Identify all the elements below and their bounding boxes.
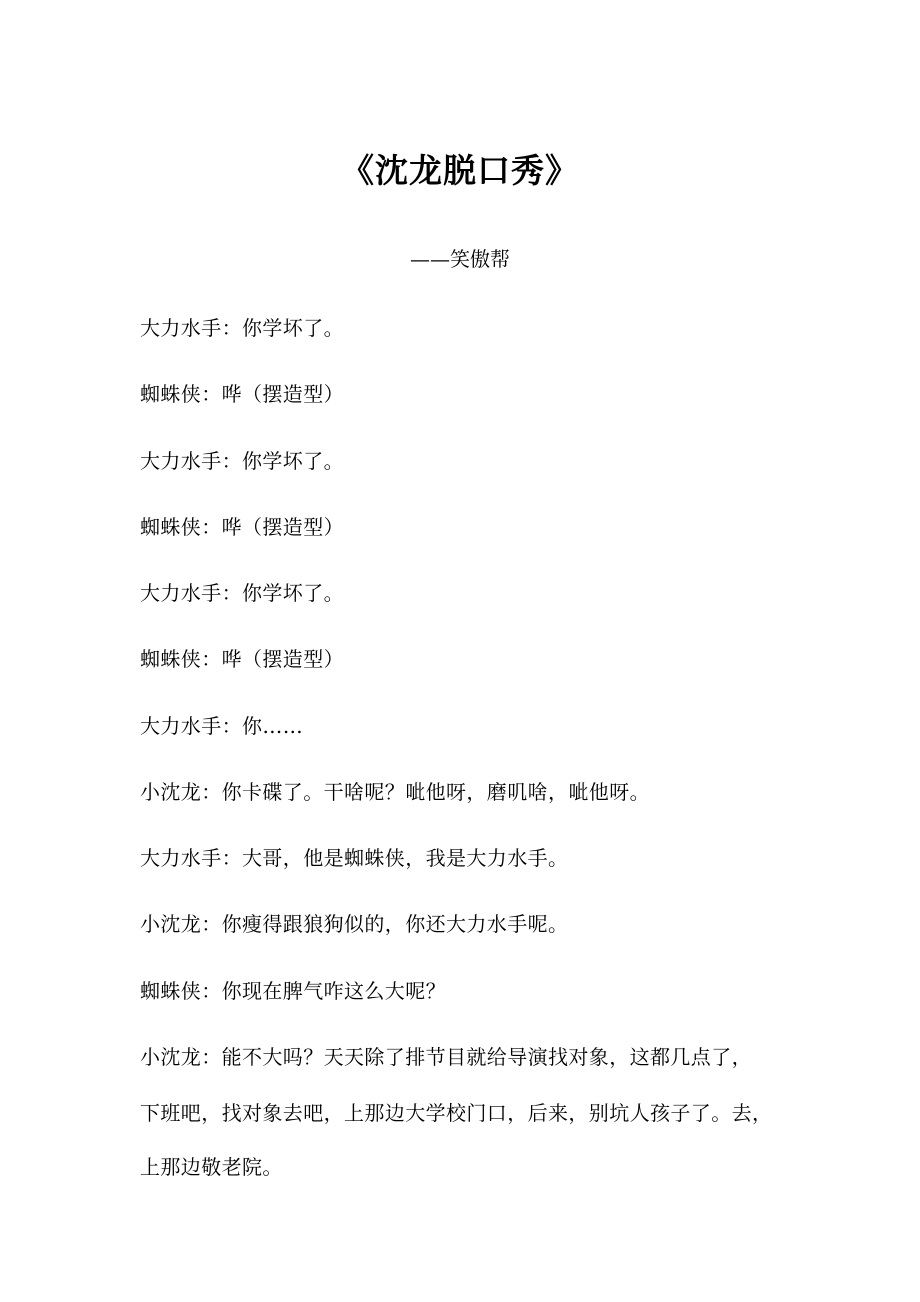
dialogue-line: 小沈龙：能不大吗？天天除了排节目就给导演找对象，这都几点了， xyxy=(140,1045,752,1069)
dialogue-line: 蜘蛛侠：哗（摆造型） xyxy=(140,382,344,406)
dialogue-line: 上那边敬老院。 xyxy=(140,1155,283,1179)
dialogue-line: 蜘蛛侠：哗（摆造型） xyxy=(140,515,344,539)
document-author: ——笑傲帮 xyxy=(410,247,510,271)
dialogue-line: 下班吧，找对象去吧，上那边大学校门口，后来，别坑人孩子了。去， xyxy=(140,1101,773,1125)
dialogue-line: 蜘蛛侠：你现在脾气咋这么大呢？ xyxy=(140,979,446,1003)
dialogue-line: 小沈龙：你瘦得跟狼狗似的，你还大力水手呢。 xyxy=(140,912,569,936)
dialogue-line: 大力水手：你学坏了。 xyxy=(140,316,344,340)
dialogue-line: 大力水手：你学坏了。 xyxy=(140,449,344,473)
document-title: 《沈龙脱口秀》 xyxy=(341,151,579,190)
dialogue-line: 大力水手：大哥，他是蜘蛛侠，我是大力水手。 xyxy=(140,846,569,870)
dialogue-line: 蜘蛛侠：哗（摆造型） xyxy=(140,647,344,671)
dialogue-line: 大力水手：你…… xyxy=(140,714,304,738)
dialogue-line: 小沈龙：你卡碟了。干啥呢？呲他呀，磨叽啥，呲他呀。 xyxy=(140,780,650,804)
dialogue-line: 大力水手：你学坏了。 xyxy=(140,581,344,605)
